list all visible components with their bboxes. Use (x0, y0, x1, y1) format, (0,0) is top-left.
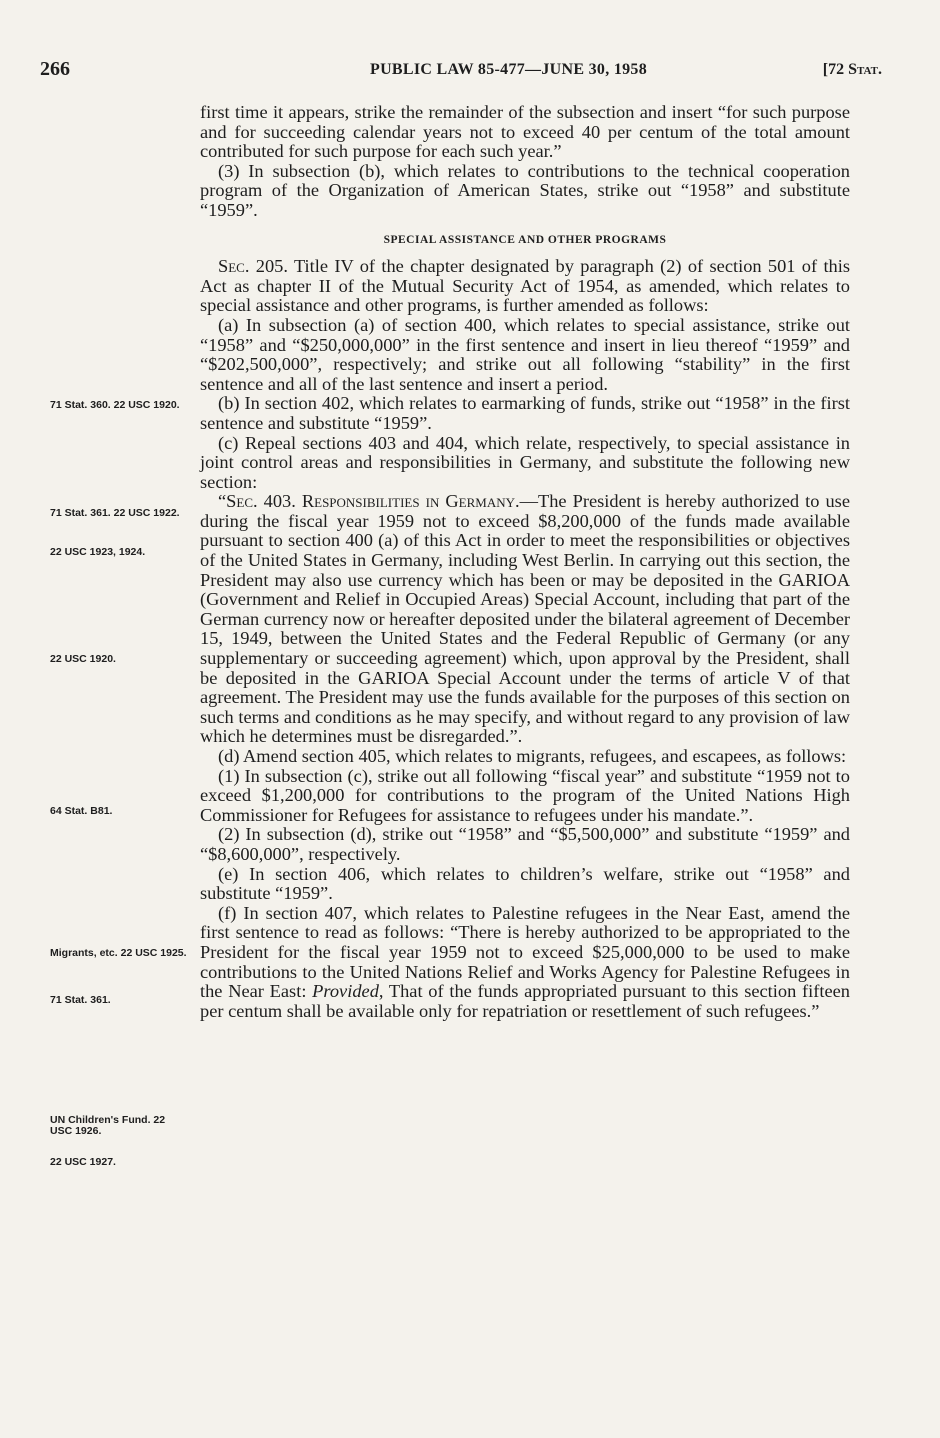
section-205-label: Sec. 205. (218, 256, 288, 277)
paragraph-c: (c) Repeal sections 403 and 404, which relate, respectively, to special assistance in joint control areas and responsibilities in Germany, and substitute the following new section: (200, 432, 850, 492)
section-403 (200, 492, 850, 747)
paragraph-3: (3) In subsection (b), which relates to contributions to the technical cooperation program of the Organization of American States, strike out “1958” and substitute “1959”. (200, 160, 850, 220)
statute-reference-text: [72 Stat. (822, 61, 882, 78)
paragraph-d: (d) Amend section 405, which relates to migrants, refugees, and escapees, as follows: (218, 746, 847, 766)
margin-note: 22 USC 1920. (50, 653, 116, 665)
paragraph-a: (a) In subsection (a) of section 400, which relates to special assistance, strike out “1958” and “$250,000,000” in the first sentence and insert in lieu thereof “1959” and “$202,500,000”, respectively; and strike out all following “stability” in the first sentence and all of the last sentence and insert a period. (200, 314, 850, 394)
section-heading: SPECIAL ASSISTANCE AND OTHER PROGRAMS (383, 233, 667, 246)
margin-note: 22 USC 1923, 1924. (50, 546, 146, 558)
margin-note: Migrants, etc. 22 USC 1925. (50, 947, 187, 959)
body-text (200, 103, 850, 1021)
section-205 (200, 257, 850, 316)
margin-note: 64 Stat. B81. (50, 805, 113, 817)
section-403-label: “Sec. 403. Responsibilities in Germany. (218, 491, 520, 512)
margin-note: 71 Stat. 361. (50, 994, 111, 1006)
margin-note: 71 Stat. 361. 22 USC 1922. (50, 507, 180, 519)
paragraph-f-provided: Provided (312, 981, 379, 1002)
paragraph-f-start: (f) In section 407, which relates to Palestine refugees in the Near East, amend the first sentence to read as follows: “There is hereby authorized to be appropriated to the President for the fiscal year 1959 not to exceed $25,000,000 to be used to make contributions to the United Nations Relief and Works Agency for Palestine Refugees in the Near East: (200, 902, 850, 1002)
paragraph-f (200, 904, 850, 1022)
paragraph-e: (e) In section 406, which relates to children’s welfare, strike out “1958” and substitute “1959”. (200, 863, 850, 904)
section-205-text: Title IV of the chapter designated by paragraph (2) of section 501 of this Act as chapter II of the Mutual Security Act of 1954, as amended, which relates to special assistance and other programs, is further amended as follows: (200, 256, 851, 316)
paragraph-d-1: (1) In subsection (c), strike out all following “fiscal year” and substitute “1959 not to exceed $1,200,000 for contributions to the program of the United Nations High Commissioner for Refugees for assistance to refugees under his mandate.”. (200, 765, 850, 825)
running-head: PUBLIC LAW 85-477—JUNE 30, 1958 (370, 61, 648, 78)
margin-note: 71 Stat. 360. 22 USC 1920. (50, 399, 180, 411)
paragraph-d-2: (2) In subsection (d), strike out “1958” and “$5,500,000” and substitute “1959” and “$8,600,000”, respectively. (200, 824, 850, 864)
paragraph-f-end: , That of the funds appropriated pursuant to this section fifteen per centum shall be available only for repatriation or resettlement of such refugees.” (200, 981, 850, 1021)
statute-reference (823, 61, 882, 79)
page-header (40, 58, 900, 88)
margin-note: UN Children's Fund. 22 USC 1926. (50, 1114, 166, 1137)
page-number: 266 (40, 58, 70, 80)
section-403-text: —The President is hereby authorized to use during the fiscal year 1959 not to exceed $8,200,000 of the funds made available pursuant to section 400 (a) of this Act in order to meet the responsibilities or objectives of the United States in Germany, including West Berlin. In carrying out this section, the President may also use currency which has been or may be deposited in the GARIOA (Government and Relief in Occupied Areas) Special Account, including that part of the German currency now or hereafter deposited under the bilateral agreement of December 15, 1949, between the United States and the Federal Republic of Germany (or any supplementary or succeeding agreement) which, upon approval by the President, shall be deposited in the GARIOA Special Account under the terms of article V of that agreement. The President may use the funds available for the purposes of this section on such terms and conditions as he may specify, and without regard to any provision of law which he determines must be disregarded.”. (200, 491, 850, 747)
paragraph-continuation: first time it appears, strike the remainder of the subsection and insert “for such purpose and for succeeding calendar years not to exceed 40 per centum of the total amount contributed for such purpose for each such year.” (200, 102, 850, 162)
margin-note: 22 USC 1927. (50, 1156, 116, 1168)
paragraph-b: (b) In section 402, which relates to earmarking of funds, strike out “1958” in the first sentence and substitute “1959”. (200, 393, 850, 433)
